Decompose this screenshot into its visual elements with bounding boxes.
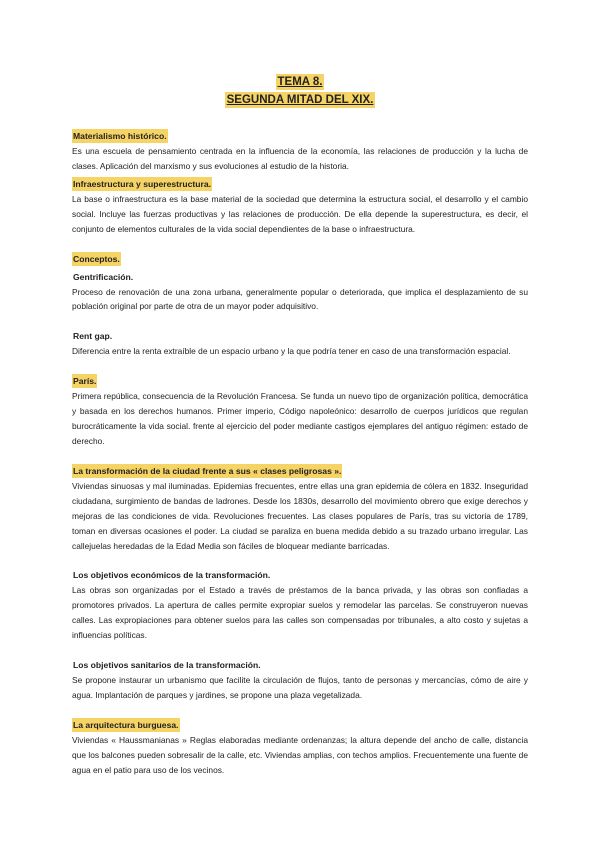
- section-heading: Gentrificación.: [73, 271, 134, 282]
- section-body: Diferencia entre la renta extraíble de un espacio urbano y la que podría tener en caso de una transformación espacial.: [72, 346, 511, 357]
- section-infraestructura: [72, 174, 528, 237]
- section-heading: Los objetivos económicos de la transformación.: [73, 570, 271, 581]
- section-heading: Infraestructura y superestructura.: [73, 178, 212, 189]
- section-body: Las obras son organizadas por el Estado a través de préstamos de la banca privada, y las obras son confiadas a promotores privados. La apertura de calles permite expropiar suelos y remodelar las parcelas. Se construyeron nuevas calles. Las expropiaciones para obtener suelos para las calles son compensadas por tribunales, a alto costo y sujetas a influencias políticas.: [72, 585, 528, 641]
- section-body: La base o infraestructura es la base material de la sociedad que determina la estructura social, el desarrollo y el cambio social. Incluye las fuerzas productivas y las relaciones de producción. De ella depende la superestructura, es decir, el conjunto de elementos culturales de la vida social dependientes de la base o infraestructura.: [72, 193, 528, 234]
- section-body: Se propone instaurar un urbanismo que facilite la circulación de flujos, tanto de personas y mercancías, cómo de aire y agua. Implantación de parques y jardines, se propone una plaza vegetalizada.: [72, 675, 528, 700]
- section-heading: Materialismo histórico.: [73, 131, 167, 141]
- section-paris: [72, 371, 528, 449]
- title-line-2: SEGUNDA MITAD DEL XIX.: [226, 94, 374, 106]
- section-objetivos-economicos: [72, 565, 528, 643]
- section-arquitectura: [72, 715, 528, 778]
- title-line-1: TEMA 8.: [277, 76, 323, 88]
- section-materialismo: [72, 126, 528, 174]
- section-transformacion: [72, 461, 528, 554]
- section-body: Viviendas « Haussmanianas » Reglas elaboradas mediante ordenanzas; la altura depende del ancho de calle, distancia que los balcones pueden sobresalir de la calle, etc. Viviendas amplias, con techos amplios. Frecuentemente una fuente de agua en el patio para uso de los vecinos.: [72, 734, 528, 775]
- section-heading: La transformación de la ciudad frente a sus « clases peligrosas ».: [73, 465, 342, 476]
- section-objetivos-sanitarios: [72, 655, 528, 703]
- section-body: Proceso de renovación de una zona urbana, generalmente popular o deteriorada, que implica el desplazamiento de su población original por parte de otra de un mayor poder adquisitivo.: [72, 286, 528, 312]
- document-title: [72, 72, 528, 108]
- section-body: Primera república, consecuencia de la Revolución Francesa. Se funda un nuevo tipo de organización política, democrática y basada en los derechos humanos. Primer imperio, Código napoleónico: desarrollo de cuerpos jurídicos que regulan burocráticamente la vida social. frente al ejercicio del poder mediante castigos ejemplares del antiguo régimen: estado de derecho.: [72, 391, 528, 446]
- section-heading: Los objetivos sanitarios de la transformación.: [73, 660, 261, 671]
- section-body: Es una escuela de pensamiento centrada en la influencia de la economía, las relaciones de producción y la lucha de clases. Aplicación del marxismo y sus evoluciones al estudio de la historia.: [72, 146, 528, 171]
- section-body: Viviendas sinuosas y mal iluminadas. Epidemias frecuentes, entre ellas una gran epidemia de cólera en 1832. Inseguridad ciudadana, surgimiento de bandas de ladrones. Desde los 1830s, desarrollo del movimiento obrero que exige derechos y mejoras de las condiciones de vida. Revoluciones frecuentes. Las clases populares de París, tras su victoria de 1789, toman en diversas ocasiones el poder. La ciudad se paraliza en buena medida debido a su trazado urbano irregular. Las callejuelas heredadas de la Edad Media son fáciles de bloquear mediante barricadas.: [72, 480, 528, 551]
- section-gentrificacion: [72, 267, 528, 315]
- section-heading: La arquitectura burguesa.: [73, 719, 179, 730]
- section-heading: París.: [73, 376, 97, 387]
- section-conceptos: [72, 249, 528, 267]
- section-heading: Conceptos.: [73, 253, 120, 264]
- section-rent-gap: [72, 326, 528, 359]
- section-heading: Rent gap.: [73, 331, 113, 342]
